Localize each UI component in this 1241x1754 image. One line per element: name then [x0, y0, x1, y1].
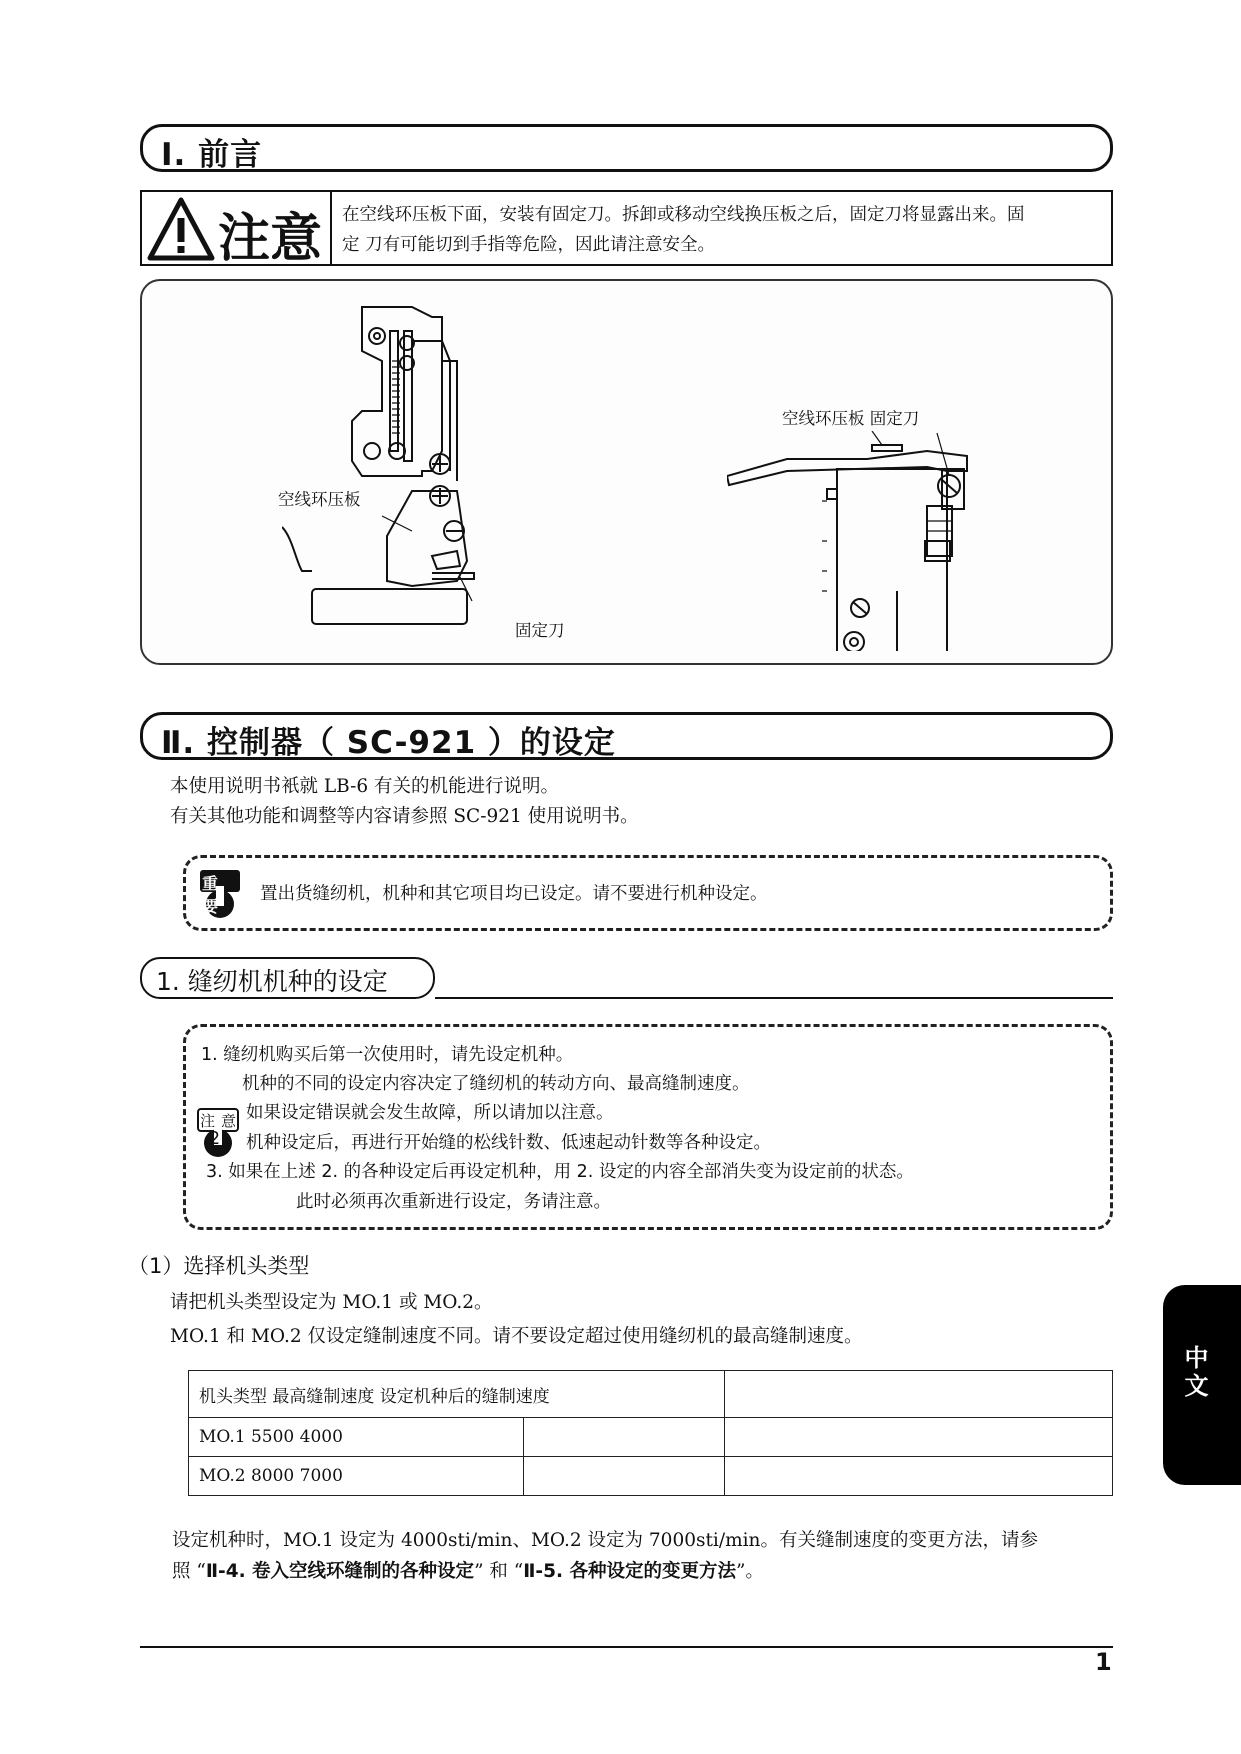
caution-box — [140, 190, 1113, 269]
footer-quote-open-1: 照 “ — [172, 1561, 206, 1582]
important-icon — [198, 868, 246, 920]
footer-quote-mid: ” 和 “ — [474, 1561, 524, 1582]
step1-line2: MO.1 和 MO.2 仅设定缝制速度不同。请不要设定超过使用缝纫机的最高缝制速度。 — [170, 1326, 863, 1347]
figure-left-plate-label: 空线环压板 — [278, 490, 361, 509]
note-line-4-prefix: 2. — [209, 1129, 226, 1149]
note-line-2: 机种的不同的设定内容决定了缝纫机的转动方向、最高缝制速度。 — [242, 1074, 750, 1094]
page-number: 1 — [1095, 1648, 1112, 1676]
table-empty-cell — [724, 1371, 1112, 1418]
note-line-4: 机种设定后，再进行开始缝的松线针数、低速起动针数等各种设定。 — [246, 1133, 771, 1153]
note-line-1: 1. 缝纫机购买后第一次使用时，请先设定机种。 — [201, 1045, 574, 1065]
section1-header — [140, 124, 1113, 172]
subsection1-title: 1. 缝纫机机种的设定 — [156, 967, 388, 996]
step1-title: （1）选择机头类型 — [128, 1254, 310, 1278]
figure-box — [140, 279, 1113, 665]
important-text: 置出货缝纫机，机种和其它项目均已设定。请不要进行机种设定。 — [260, 884, 768, 904]
footer-ref-link-1[interactable]: Ⅱ-4. 卷入空线环缝制的各种设定 — [205, 1561, 475, 1582]
note-line-5: 3. 如果在上述 2. 的各种设定后再设定机种，用 2. 设定的内容全部消失变为设定前的状态。 — [206, 1162, 914, 1182]
table-header-row — [189, 1371, 1113, 1418]
fixed-knife-drawing — [727, 431, 1027, 651]
figure-right-label: 空线环压板 固定刀 — [782, 409, 920, 428]
footer-ref-link-2[interactable]: Ⅱ-5. 各种设定的变更方法 — [523, 1561, 736, 1582]
caution-text-line1: 在空线环压板下面，安装有固定刀。拆卸或移动空线换压板之后，固定刀将显露出来。固 — [342, 205, 1025, 225]
footer-rule — [140, 1646, 1113, 1648]
table-cell: MO.2 8000 7000 — [189, 1457, 524, 1496]
step1-footer-line2 — [172, 1557, 764, 1583]
section2-intro-line1: 本使用说明书衹就 LB-6 有关的机能进行说明。 — [170, 776, 560, 797]
section2-header — [140, 712, 1113, 760]
step1-line1: 请把机头类型设定为 MO.1 或 MO.2。 — [170, 1292, 493, 1313]
machine-type-table — [188, 1370, 1113, 1496]
table-header-cell: 机头类型 最高缝制速度 设定机种后的缝制速度 — [189, 1371, 725, 1418]
table-empty-cell — [524, 1457, 724, 1496]
caution-label-area — [142, 192, 332, 269]
table-row — [189, 1418, 1113, 1457]
caution-text — [342, 200, 1101, 260]
footer-quote-close: ”。 — [735, 1561, 764, 1582]
note-icon-label: 注意 — [200, 1112, 243, 1130]
note-line-6: 此时必须再次重新进行设定，务请注意。 — [296, 1192, 611, 1212]
important-icon-label: 重要 — [202, 874, 227, 916]
subsection1-header — [140, 957, 435, 999]
subsection1-rule — [435, 997, 1113, 999]
caution-text-line2: 定 刀有可能切到手指等危险，因此请注意安全。 — [342, 235, 716, 255]
table-empty-cell — [724, 1457, 1112, 1496]
presser-plate-drawing — [282, 301, 702, 651]
figure-left-knife-label: 固定刀 — [515, 621, 565, 640]
note-box — [183, 1024, 1113, 1230]
section1-title: Ⅰ. 前言 — [161, 137, 263, 173]
table-empty-cell — [724, 1418, 1112, 1457]
warning-triangle-icon — [146, 196, 216, 262]
important-box — [183, 855, 1113, 931]
caution-label: 注意 — [218, 209, 323, 269]
language-tab-label: 中文 — [1180, 1345, 1208, 1401]
section2-intro-line2: 有关其他功能和调整等内容请参照 SC-921 使用说明书。 — [170, 806, 639, 827]
section2-title: Ⅱ. 控制器（ SC-921 ）的设定 — [161, 725, 616, 761]
step1-footer-line1: 设定机种时，MO.1 设定为 4000sti/min、MO.2 设定为 7000sti/min。有关缝制速度的变更方法，请参 — [172, 1530, 1038, 1551]
table-empty-cell — [524, 1418, 724, 1457]
table-cell: MO.1 5500 4000 — [189, 1418, 524, 1457]
language-tab[interactable] — [1163, 1285, 1241, 1485]
note-line-3: 如果设定错误就会发生故障，所以请加以注意。 — [246, 1103, 614, 1123]
table-row — [189, 1457, 1113, 1496]
